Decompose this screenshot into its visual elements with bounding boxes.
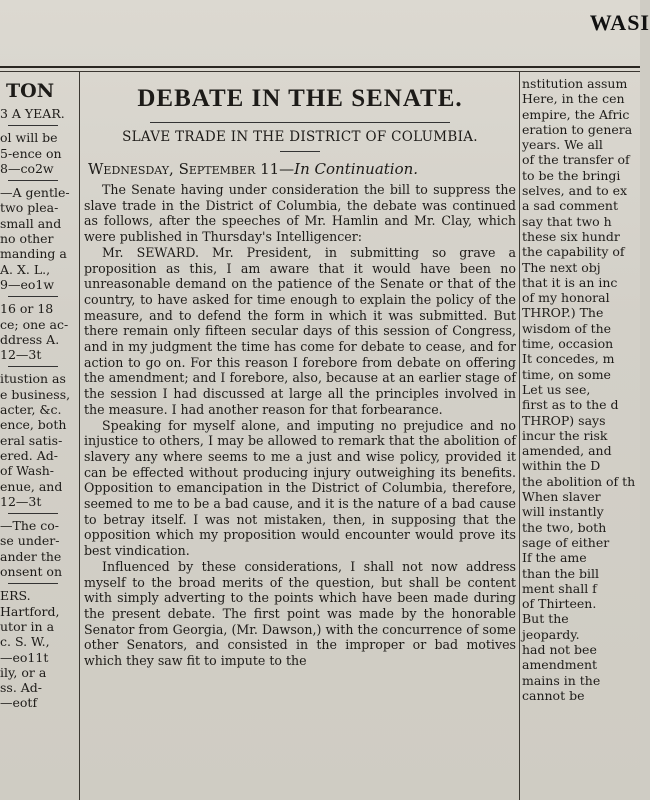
right-column-line: of Thirteen. <box>522 596 597 612</box>
left-column-line: ddress A. <box>0 331 60 347</box>
right-column-line: jeopardy. <box>522 626 580 642</box>
right-column-line: incur the risk <box>522 427 608 443</box>
left-column-text <box>0 106 76 711</box>
left-column-line: of Wash- <box>0 463 55 479</box>
right-column-line: within the D <box>522 458 601 474</box>
column-divider-rule <box>8 180 58 181</box>
masthead-rule-thin <box>0 71 640 72</box>
left-column-line: —eotf <box>0 695 38 711</box>
right-column-line: Here, in the cen <box>522 91 625 107</box>
left-column-line: onsent on <box>0 564 63 580</box>
right-column-line: the abolition of th <box>522 473 636 489</box>
left-column-line: se under- <box>0 533 60 549</box>
left-column-line: no other <box>0 231 54 247</box>
right-column-line: It concedes, m <box>522 351 615 367</box>
dateline-continuation: In Continuation. <box>294 160 419 178</box>
right-column <box>522 76 640 800</box>
article-paragraph: Influenced by these considerations, I shall not now address myself to the broad merits of the question, but shall be content with simply adverting to the points which have been made during the present debate. The first point was made by the honorable Senator from Georgia, (Mr. Dawson,) with the concurrence of some other Senators, and consisted in the improper or bad motives which they saw fit to impute to the <box>84 558 516 669</box>
right-column-text <box>522 76 640 703</box>
right-column-line: the two, both <box>522 519 607 535</box>
article-paragraph: The Senate having under consideration the bill to suppress the slave trade in the District of Columbia, the debate was continued as follows, after the speeches of Mr. Hamlin and Mr. Clay, which were published in Thursday's Intelligencer: <box>84 182 516 245</box>
right-column-line: empire, the Afric <box>522 106 630 122</box>
right-column-line: selves, and to ex <box>522 183 628 199</box>
article-headline: DEBATE IN THE SENATE. <box>137 85 463 112</box>
right-column-line: mains in the <box>522 672 601 688</box>
right-column-line: amendment <box>522 657 598 673</box>
left-column-line: utor in a <box>0 618 55 634</box>
masthead-title: WASI <box>589 10 650 35</box>
left-column-line: ss. Ad- <box>0 680 43 696</box>
right-column-line: the capability of <box>522 244 625 260</box>
masthead <box>0 0 650 64</box>
left-column-line: —eo11t <box>0 649 49 665</box>
left-column-line: ce; one ac- <box>0 316 69 332</box>
right-column-line: If the ame <box>522 550 587 566</box>
article-subheadline: SLAVE TRADE IN THE DISTRICT OF COLUMBIA. <box>122 129 478 145</box>
article-paragraph: Speaking for myself alone, and imputing no prejudice and no injustice to others, I may be allowed to remark that the abolition of slavery any where seems to me a just and wise policy, provided it can be effected without producing injury outweighing its benefits. Opposition to emancipation in the District of Columbia, therefore, seemed to me to be a bad cause, and it is the nature of a bad cause to betray itself. I was not mistaken, then, in supposing that the opposition which my proposition would encounter would prove its best vindication. <box>84 417 516 559</box>
right-column-line: had not bee <box>522 641 597 657</box>
right-column-line: years. We all <box>522 137 603 153</box>
left-column-line: —A gentle- <box>0 185 70 201</box>
right-column-line: time, occasion <box>522 336 614 352</box>
left-column-line: small and <box>0 215 62 231</box>
left-column-line: A. X. L., <box>0 261 51 277</box>
left-column-line: enue, and <box>0 478 63 494</box>
left-column-line: ence, both <box>0 417 67 433</box>
right-column-line: a sad comment <box>522 198 618 214</box>
left-column-line: ERS. <box>0 588 31 604</box>
left-column-line: 9—eo1w <box>0 276 55 292</box>
dateline-day: Wednesday, September 11— <box>88 160 295 178</box>
left-column-line: two plea- <box>0 200 59 216</box>
column-divider-rule <box>8 513 58 514</box>
right-column-line: to be the bringi <box>522 167 621 183</box>
right-column-line: cannot be <box>522 687 585 703</box>
right-column-line: nstitution assum <box>522 76 628 91</box>
left-column <box>0 76 76 800</box>
right-column-line: amended, and <box>522 443 612 459</box>
right-column-line: than the bill <box>522 565 599 581</box>
article <box>84 76 516 800</box>
column-separator-left <box>79 72 80 800</box>
right-column-line: But the <box>522 611 569 627</box>
left-column-line: acter, &c. <box>0 402 62 418</box>
article-dateline <box>88 160 516 178</box>
right-column-line: The next obj <box>522 259 601 275</box>
column-divider-rule <box>8 125 58 126</box>
left-column-line: c. S. W., <box>0 634 50 650</box>
left-column-line: 3 A YEAR. <box>0 106 65 121</box>
article-body <box>84 182 516 669</box>
left-column-line: —The co- <box>0 518 60 534</box>
right-column-line: of the transfer of <box>522 152 630 168</box>
right-column-line: say that two h <box>522 213 612 229</box>
right-column-line: wisdom of the <box>522 320 612 336</box>
right-column-line: of my honoral <box>522 290 610 306</box>
left-column-line: 12—3t <box>0 493 42 509</box>
right-column-line: will instantly <box>522 504 604 520</box>
column-divider-rule <box>8 583 58 584</box>
right-column-line: that it is an inc <box>522 274 618 290</box>
left-column-line: ered. Ad- <box>0 447 58 463</box>
left-column-line: 16 or 18 <box>0 301 54 317</box>
column-divider-rule <box>8 296 58 297</box>
column-divider-rule <box>8 366 58 367</box>
left-column-line: 12—3t <box>0 347 42 363</box>
left-column-line: Hartford, <box>0 603 60 619</box>
left-column-line: e business, <box>0 386 71 402</box>
right-column-line: ment shall f <box>522 580 597 596</box>
masthead-rule <box>0 66 640 68</box>
right-column-line: first as to the d <box>522 397 619 413</box>
right-column-line: When slaver <box>522 489 601 505</box>
left-column-line: ily, or a <box>0 664 47 680</box>
left-column-line: 5-ence on <box>0 145 62 161</box>
left-column-line: ander the <box>0 548 62 564</box>
left-column-line: itustion as <box>0 371 66 387</box>
column-separator-right <box>519 72 520 800</box>
right-column-line: THROP.) The <box>522 305 604 321</box>
right-column-line: THROP) says <box>522 412 606 428</box>
right-column-line: eration to genera <box>522 121 633 137</box>
right-column-line: sage of either <box>522 534 610 550</box>
subheadline-rule <box>280 151 320 152</box>
right-column-line: time, on some <box>522 366 611 382</box>
left-column-line: manding a <box>0 246 67 262</box>
left-column-line: 8—co2w <box>0 160 54 176</box>
left-column-line: eral satis- <box>0 432 63 448</box>
left-column-line: ol will be <box>0 130 58 146</box>
right-column-line: Let us see, <box>522 381 591 397</box>
left-column-heading: TON <box>6 80 55 102</box>
headline-rule <box>150 122 450 123</box>
article-paragraph: Mr. SEWARD. Mr. President, in submitting so grave a proposition as this, I am aware that it would have been no unreasonable demand on the patience of the Senate or that of the country, to have asked for time enough to explain the policy of the measure, and to defend the form in which it was submitted. But there remain only fifteen secular days of this session of Congress, and in my judgment the time has come for debate to cease, and for action to go on. For this reason I forebore from debate on offering the amendment; and I forebore, also, because at an earlier stage of the session I had discussed at large all the principles involved in the measure. I had another reason for that forbearance. <box>84 244 516 417</box>
right-column-line: these six hundr <box>522 228 620 244</box>
